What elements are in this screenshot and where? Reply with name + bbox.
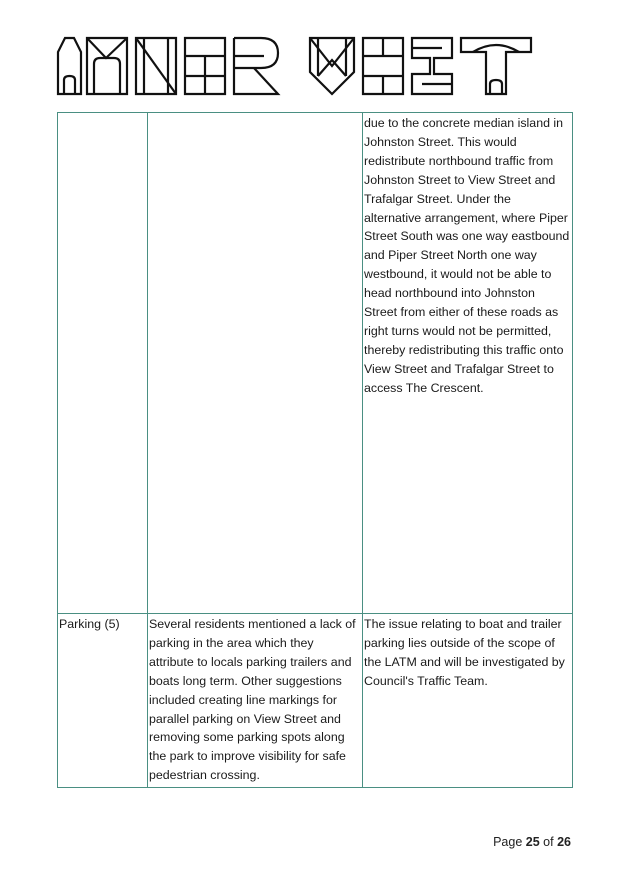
logo-letter-n-2	[136, 38, 176, 94]
page-current: 25	[525, 835, 540, 849]
logo-letter-t	[461, 38, 531, 94]
page-of: of	[543, 835, 554, 849]
topic-cell: Parking (5)	[58, 614, 148, 788]
logo-letter-n	[87, 38, 127, 94]
page-total: 26	[557, 835, 571, 849]
response-cell: due to the concrete median island in Johnston Street. This would redistribute northbound traffic from Johnston Street to View Street and Trafalgar Street. Under the alternative arrangement, where Piper Street South was one way eastbound and Piper Street North one way westbound, it would not be able to head northbound into Johnston Street from either of these roads as right turns would not be permitted, thereby redistributing this traffic onto View Street and Trafalgar Street to access The Crescent.	[363, 113, 573, 614]
logo-letter-e-2	[363, 38, 403, 94]
consultation-response-table	[57, 112, 573, 788]
page-label: Page	[493, 835, 523, 849]
logo-letter-i	[58, 38, 81, 94]
logo-letter-r	[234, 38, 278, 94]
response-cell: The issue relating to boat and trailer parking lies outside of the scope of the LATM and will be investigated by Council's Traffic Team.	[363, 614, 573, 788]
logo-letter-w	[310, 38, 354, 94]
table-row	[58, 614, 573, 788]
inner-west-logo	[56, 36, 536, 96]
logo-letter-s	[412, 38, 452, 94]
logo-letter-e	[185, 38, 225, 94]
comment-cell	[148, 113, 363, 614]
table-row	[58, 113, 573, 614]
topic-cell	[58, 113, 148, 614]
page-number	[493, 835, 571, 849]
comment-cell: Several residents mentioned a lack of parking in the area which they attribute to locals parking trailers and boats long term. Other suggestions included creating line markings for parallel parking on View Street and removing some parking spots along the park to improve visibility for safe pedestrian crossing.	[148, 614, 363, 788]
